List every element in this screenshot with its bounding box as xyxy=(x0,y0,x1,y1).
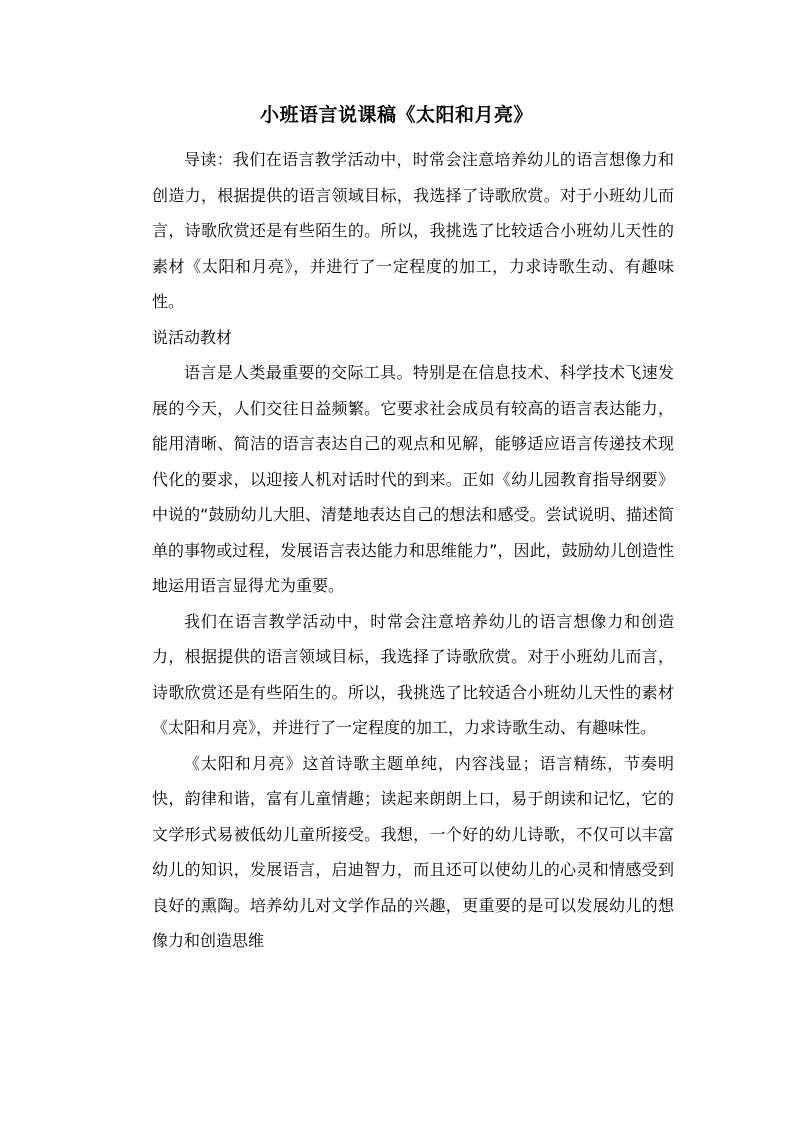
body-paragraph: 语言是人类最重要的交际工具。特别是在信息技术、科学技术飞速发展的今天，人们交往日益频繁。它要求社会成员有较高的语言表达能力，能用清晰、简洁的语言表达自己的观点和见解，能够适应语言传递技术现代化的要求，以迎接人机对话时代的到来。正如《幼儿园教育指导纲要》中说的“鼓励幼儿大胆、清楚地表达自己的想法和感受。尝试说明、描述简单的事物或过程，发展语言表达能力和思维能力”，因此，鼓励幼儿创造性地运用语言显得尤为重要。 xyxy=(152,363,674,595)
body-paragraph: 《太阳和月亮》这首诗歌主题单纯，内容浅显；语言精练，节奏明快，韵律和谐，富有儿童情趣；读起来朗朗上口，易于朗读和记忆，它的文学形式易被低幼儿童所接受。我想，一个好的幼儿诗歌，不仅可以丰富幼儿的知识，发展语言，启迪智力，而且还可以使幼儿的心灵和情感受到良好的熏陶。培养幼儿对文学作品的兴趣，更重要的是可以发展幼儿的想像力和创造思维 xyxy=(152,753,674,950)
section-heading: 说活动教材 xyxy=(152,327,233,347)
document-title: 小班语言说课稿《太阳和月亮》 xyxy=(259,104,533,126)
body-paragraph: 我们在语言教学活动中，时常会注意培养幼儿的语言想像力和创造力，根据提供的语言领域目标，我选择了诗歌欣赏。对于小班幼儿而言，诗歌欣赏还是有些陌生的。所以，我挑选了比较适合小班幼儿天性的素材《太阳和月亮》，并进行了一定程度的加工，力求诗歌生动、有趣味性。 xyxy=(152,611,674,737)
document-body xyxy=(152,142,674,959)
intro-paragraph: 导读：我们在语言教学活动中，时常会注意培养幼儿的语言想像力和创造力，根据提供的语言领域目标，我选择了诗歌欣赏。对于小班幼儿而言，诗歌欣赏还是有些陌生的。所以，我挑选了比较适合小班幼儿天性的素材《太阳和月亮》，并进行了一定程度的加工，力求诗歌生动、有趣味性。 xyxy=(152,150,674,311)
